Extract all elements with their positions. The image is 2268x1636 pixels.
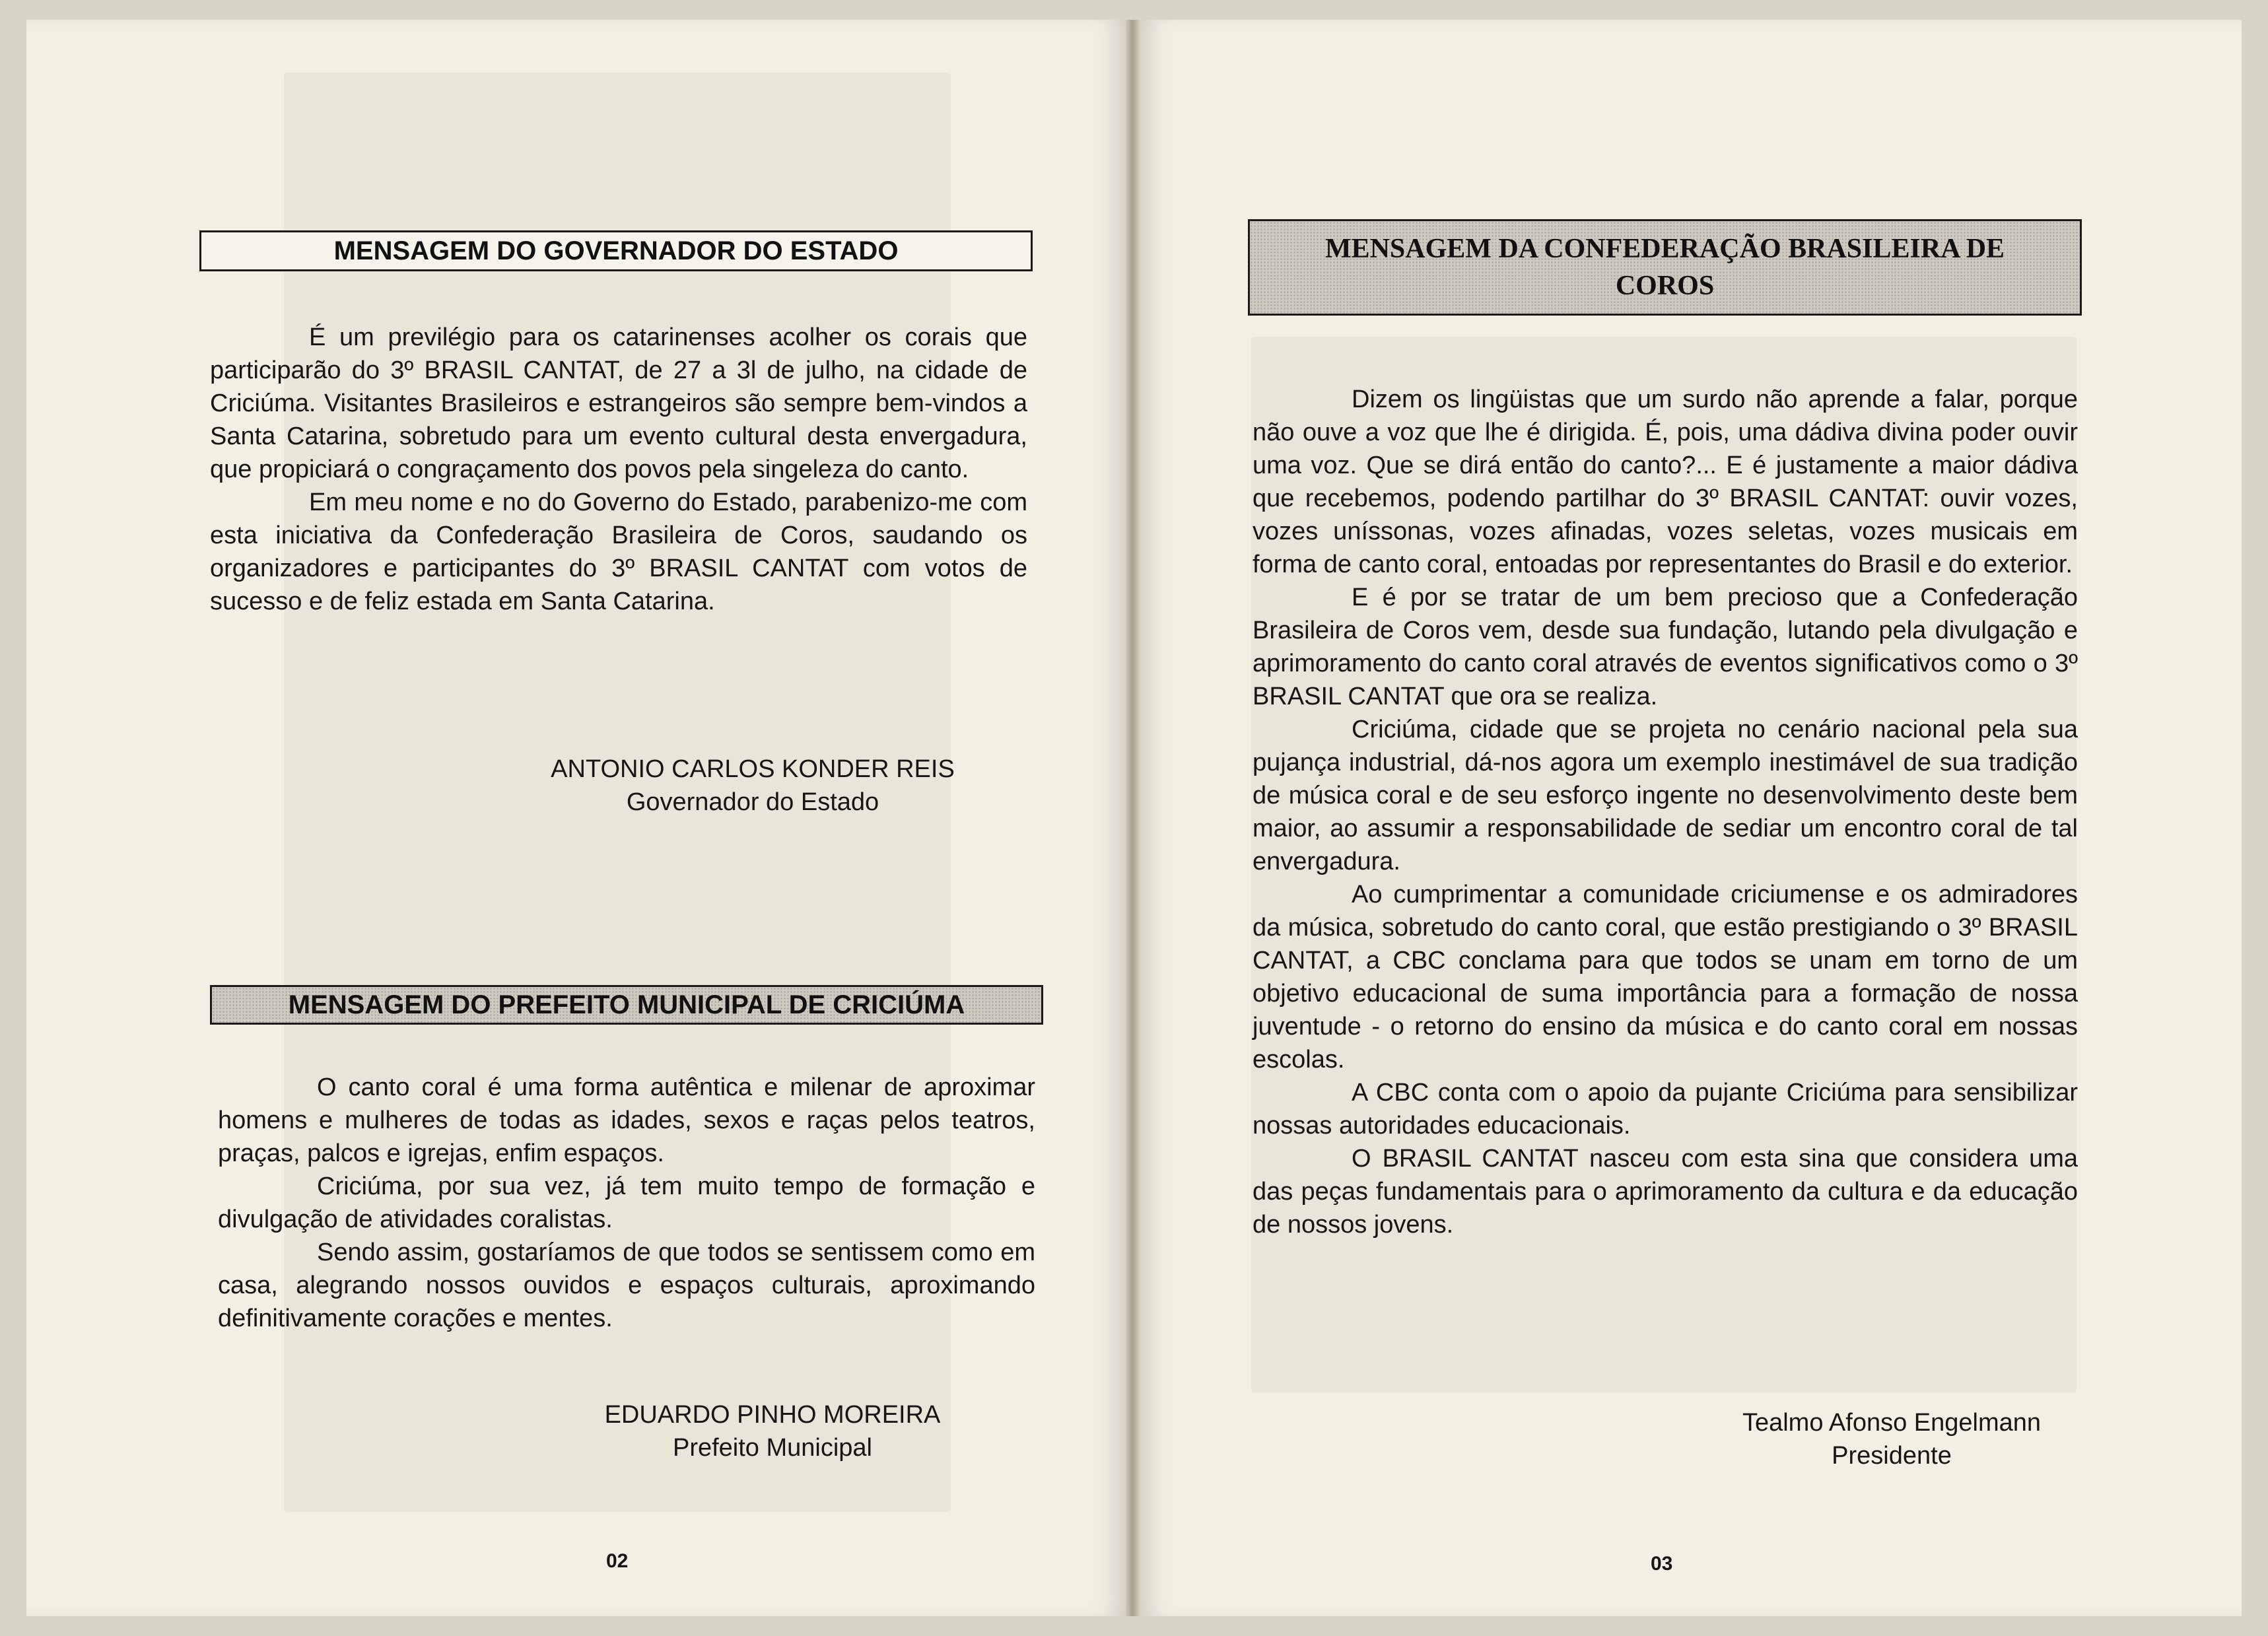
confederation-paragraph: Ao cumprimentar a comunidade criciumense e os admiradores da música, sobretudo do canto coral, que estão prestigiando o 3º BRASIL CANTAT, a CBC conclama para que todos se unam em torno de um objetivo educacional de suma importância para a formação de nossa juventude - o retorno do ensino da música e do canto coral em nossas escolas. — [1253, 881, 2078, 1074]
confederation-paragraph: A CBC conta com o apoio da pujante Criciúma para sensibilizar nossas autoridades educacionais. — [1253, 1079, 2078, 1140]
mayor-message — [218, 1071, 1035, 1335]
confederation-paragraph: E é por se tratar de um bem precioso que a Confederação Brasileira de Coros vem, desde sua fundação, lutando pela divulgação e aprimoramento do canto coral através de eventos significativos como o 3º BRASIL CANTAT que ora se realiza. — [1253, 584, 2078, 710]
governor-signature — [528, 753, 977, 819]
signature-role: Prefeito Municipal — [672, 1434, 873, 1462]
page-number: 02 — [606, 1550, 629, 1572]
book-spine — [1126, 20, 1139, 1616]
left-page — [26, 20, 1126, 1616]
heading-line: COROS — [1615, 271, 1715, 301]
signature-role: Governador do Estado — [626, 788, 879, 816]
signature-name: ANTONIO CARLOS KONDER REIS — [551, 755, 955, 783]
confederation-paragraph: O BRASIL CANTAT nasceu com esta sina que considera uma das peças fundamentais para o aprimoramento da cultura e da educação de nossos jovens. — [1253, 1145, 2078, 1239]
confederation-heading — [1248, 219, 2082, 316]
confederation-paragraph: Criciúma, cidade que se projeta no cenário nacional pela sua pujança industrial, dá-nos agora um exemplo inestimável de sua tradição de música coral e de seu esforço ingente no desenvolvimento deste bem maior, ao assumir a responsabilidade de sediar um encontro coral de tal envergadura. — [1253, 716, 2078, 875]
signature-role: Presidente — [1832, 1442, 1952, 1470]
mayor-paragraph: Sendo assim, gostaríamos de que todos se sentissem como em casa, alegrando nossos ouvidos e espaços culturais, aproximando definitivamente corações e mentes. — [218, 1239, 1035, 1332]
page-number: 03 — [1651, 1553, 1673, 1575]
heading-line: MENSAGEM DA CONFEDERAÇÃO BRASILEIRA DE — [1324, 234, 2005, 264]
governor-message — [210, 321, 1027, 618]
mayor-paragraph: O canto coral é uma forma autêntica e milenar de aproximar homens e mulheres de todas as idades, sexos e raças pelos teatros, praças, palcos e igrejas, enfim espaços. — [218, 1074, 1035, 1167]
confederation-message — [1253, 383, 2078, 1241]
signature-name: EDUARDO PINHO MOREIRA — [604, 1401, 941, 1429]
mayor-signature — [601, 1398, 944, 1464]
governor-heading: MENSAGEM DO GOVERNADOR DO ESTADO — [199, 230, 1033, 271]
governor-paragraph: É um previlégio para os catarinenses acolher os corais que participarão do 3º BRASIL CANTAT, de 27 a 3l de julho, na cidade de Criciúma. Visitantes Brasileiros e estrangeiros são sempre bem-vindos a Santa Catarina, sobretudo para um evento cultural desta envergadura, que propiciará o congraçamento dos povos pela singeleza do canto. — [210, 324, 1027, 483]
confederation-paragraph: Dizem os lingüistas que um surdo não aprende a falar, porque não ouve a voz que lhe é dirigida. É, pois, uma dádiva divina poder ouvir uma voz. Que se dirá então do canto?... E é justamente a maior dádiva que recebemos, podendo partilhar do 3º BRASIL CANTAT: ouvir vozes, vozes uníssonas, vozes afinadas, vozes seletas, vozes musicais em forma de canto coral, entoadas por representantes do Brasil e do exterior. — [1253, 386, 2078, 578]
signature-name: Tealmo Afonso Engelmann — [1742, 1409, 2042, 1437]
mayor-paragraph: Criciúma, por sua vez, já tem muito tempo de formação e divulgação de atividades coralistas. — [218, 1173, 1035, 1233]
confederation-signature — [1713, 1406, 2070, 1472]
mayor-heading: MENSAGEM DO PREFEITO MUNICIPAL DE CRICIÚMA — [210, 985, 1043, 1025]
right-page — [1139, 20, 2242, 1616]
governor-paragraph: Em meu nome e no do Governo do Estado, parabenizo-me com esta iniciativa da Confederação Brasileira de Coros, saudando os organizadores e participantes do 3º BRASIL CANTAT com votos de sucesso e de feliz estada em Santa Catarina. — [210, 489, 1027, 615]
